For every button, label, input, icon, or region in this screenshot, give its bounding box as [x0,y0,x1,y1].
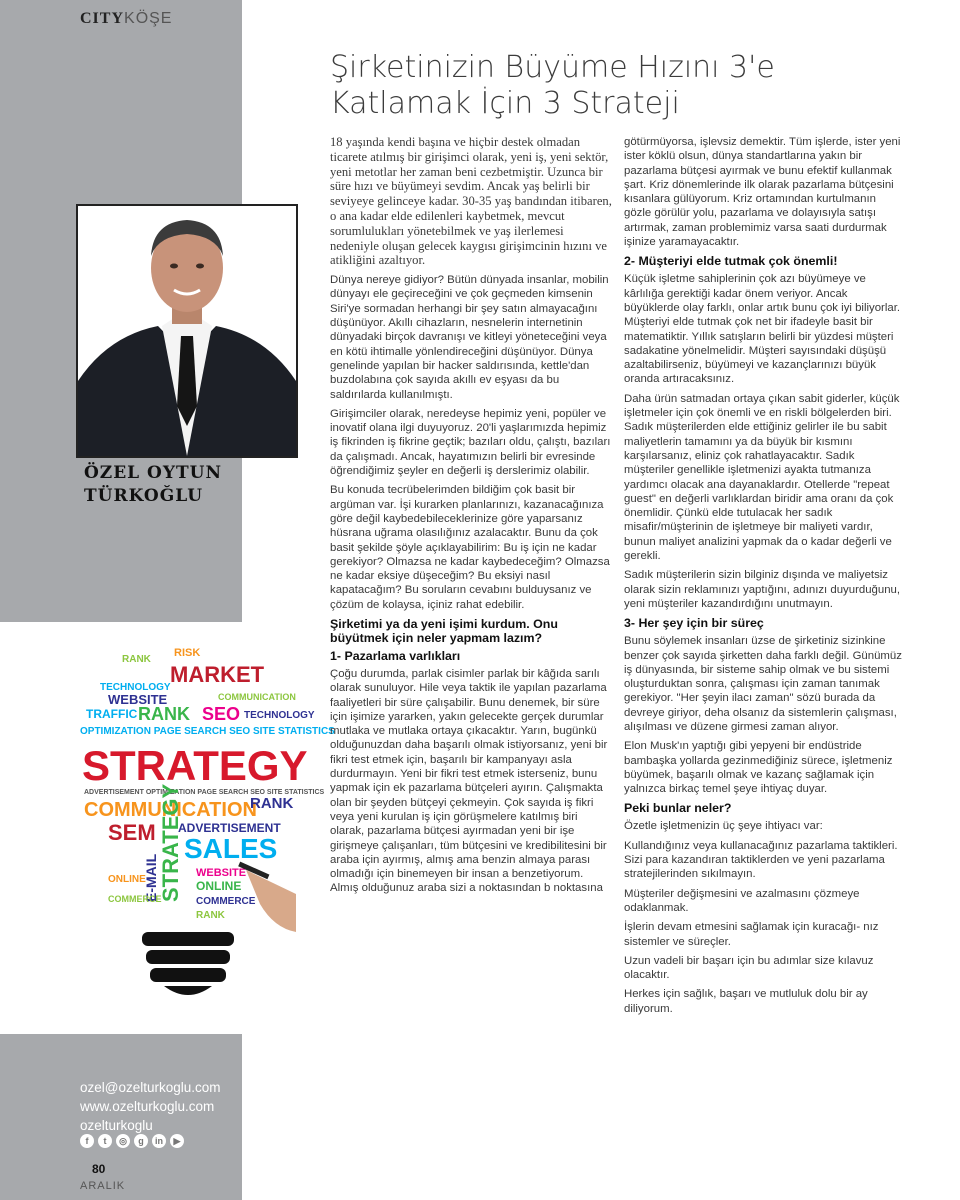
svg-text:E-MAIL: E-MAIL [143,853,159,902]
article-paragraph: Küçük işletme sahiplerinin çok azı büyümeye ve kârlılığa gerektiği kadar önem veriyor. Ancak büyüklerde olay farklı, onlar artık bunu çok iyi biliyorlar. Müşteriyi elde tutmak çok net bir ifadeyle basit bir matematiktir. Yıllık satışların belirli bir yüzdesi müşteri sadakatine yönelmelidir. Müşteri sayısındaki düşüşü azaltabilirseniz, büyümeyi ve kazançlarınızı büyük oranda artıracaksınız. [624,273,901,386]
sem-word: SEM [108,820,156,845]
article-paragraph: götürmüyorsa, işlevsiz demektir. Tüm işlerde, ister yeni ister köklü olsun, dünya standartlarına yakın bir pazarlama bütçesi ayırmak ve bunu efektif kullanmak şart. Kriz dönemlerinde ilk olarak pazarlama bütçesini kısanlara gülüyorum. Kriz ortamından kurtulmanın gözle görülür yolu, pazarlama ve dolayısıyla satışı artırmak, zaman problemimiz varsa saati durdurmak işinize yaramayacaktır. [624,136,901,249]
author-name [84,462,222,508]
article-paragraph: Özetle işletmenizin üç şeye ihtiyacı var: [624,820,823,833]
sales-word: SALES [184,833,278,864]
article-column-1 [330,135,612,901]
article-title [330,50,890,122]
twitter-icon[interactable]: t [98,1134,112,1148]
social-handle: ozelturkoglu [80,1118,153,1133]
linkedin-icon[interactable]: in [152,1134,166,1148]
rank-word-1: RANK [138,704,190,724]
article-paragraph: Dünya nereye gidiyor? Bütün dünyada insanlar, mobilin dünyayı ele geçireceğini ve çok geçmeden kimsenin Siri'ye sormadan herhangi bir şey satın almayacağını düşünüyor. Akıllı cihazların, nesnelerin internetinin dünyadaki birçok davranışı ve kitleyi yöneteceğini veya en kötü ihtimalle yönlendireceğini düşünüyor. Dünya genelinde yapılan bir hacker saldırısında, kettle'dan buzdolabına çok sayıda akıllı ev eşyası da bu saldırılarda kullanılmıştı. [330,274,609,401]
author-name-line2: TÜRKOĞLU [84,486,204,506]
social-icons [80,1134,184,1148]
website-link[interactable]: www.ozelturkoglu.com [80,1099,215,1114]
website-word: WEBSITE [108,692,168,707]
market-word: MARKET [170,662,265,687]
advertisement-word: ADVERTISEMENT [178,821,281,835]
svg-text:WEBSITE: WEBSITE [196,867,247,879]
svg-text:RANK: RANK [196,910,225,921]
article-intro: 18 yaşında kendi başına ve hiçbir destek olmadan ticarete atılmış bir girişimci olarak, yeni iş, yeni sektör, yeni metotlar her zaman beni cezbetmiştir. Uzunca bir süre hızı ve büyümeyi sevdim. Ancak yaş belirli bir seviyeye gelinceye kadar. 30-35 yaş bandından itibaren, o ana kadar elde edilenleri kaybetmek, mevcut sorumlulukları yönetebilmek ve yaş ilerlemesi nedeniyle oluşan gelecek kaygısı girişimcinin hızını ve atikliğini azaltıyor. [330,135,612,268]
article-paragraph: Bu konuda tecrübelerimden bildiğim çok basit bir argüman var. İşi kurarken planlarınızı, kazanacağınıza göre değil kaybedebileceklerinize göre yaparsanız hüsrana uğrama olasılığınız azalacaktır. Bunu da çok basit şekilde şöyle açıklayabilirim: Bu iş için ne kadar gerekiyor? Olmazsa ne kadar kaybedeceğim? Olmazsa ne kadar eksiye düşeceğim? Bu eksiyi nasıl kapatacağım? Bu soruların cevabını bulduysanız ve çözüm de kolaysa, içiniz rahat edebilir. [330,484,610,611]
article-paragraph: Elon Musk'ın yaptığı gibi yepyeni bir endüstride bambaşka yollarda gezinmediğiniz sürece, işletmeniz büyümek, başarılı olmak ve kazanç sağlamak için yalnızca birkaç temel şeye ihtiyaç duyar. [624,740,893,796]
svg-text:RANK: RANK [122,654,151,665]
section-heading-2: 2- Müşteriyi elde tutmak çok önemli! [624,254,838,269]
article-paragraph: Sadık müşterilerin sizin bilginiz dışında ve maliyetsiz olarak sizin reklamınızı yaptığını, adınızı duyurduğunu, yeni müşteriler kazandırdığını unutmayın. [624,569,901,610]
article-paragraph: Uzun vadeli bir başarı için bu adımlar size kılavuz olacaktır. [624,954,874,982]
section-heading-4: Peki bunlar neler? [624,801,732,816]
question-heading: Şirketimi ya da yeni işimi kurdum. Onu büyütmek için neler yapmam lazım? [330,617,558,645]
svg-text:ADVERTISEMENT OPTIMIZATION PAG: ADVERTISEMENT OPTIMIZATION PAGE SEARCH SEO SITE STATISTICS [84,789,325,796]
article-paragraph: Girişimciler olarak, neredeyse hepimiz yeni, popüler ve inovatif olana ilgi duyuyoruz. 20'li yaşlarımızda hepimiz iş fikrinden iş fikrine geçtik; bazıları oldu, çalıştı, bazıları da çalışmadı. Ancak, hayatımızın belirli bir evresinde öğrendiğimiz şeyler en değerli iş derslerimiz olabilir. [330,407,611,478]
svg-text:RISK: RISK [174,647,201,659]
page-number: 80 [92,1162,106,1176]
svg-text:RANK: RANK [250,795,294,812]
article-paragraph: Müşteriler değişmesini ve azalmasını çözmeye odaklanmak. [624,887,860,914]
google-plus-icon[interactable]: g [134,1134,148,1148]
article-paragraph: Çoğu durumda, parlak cisimler parlak bir kâğıda sarılı olarak sunuluyor. Hile veya taktik ile yapılan pazarlama faaliyetleri bir süre çalışabilir. Bunu denemek, bir süre için işimize yararken, yakın gelecekte gerçek durumlar mutlaka ve mutlaka ortaya çıkacaktır. Yarın, bugünkü olduğunuzdan daha başarılı olmak istiyorsanız, yeni bir fikri test etmek için, başarılı bir kampanyayı asla durdurmayın. Yeni bir fikri test etmek isterseniz, bunu yapmak için ek pazarlama bütçeleri ayırın. Çalışmakta olan bir şeyden bütçeyi çekmeyin. Çok sayıda iş fikri veya yeni kurulan iş için görüşmelere katılmış biri olarak, pazarlama bütçesi ayırmadan yeni bir işe girişmeye çalışanları, tüm bütçesini ve kredibilitesini bir araba için ayırmış, almış ama benzin almaya parası olmadığı için binemeyen bir insan a benzetiyorum. Almış olduğunuz araba sizi a noktasından b noktasına [330,668,608,895]
email-link[interactable]: ozel@ozelturkoglu.com [80,1080,221,1095]
svg-text:ONLINE: ONLINE [196,879,242,893]
communication-word: COMMUNICATION [84,799,257,821]
article-column-2 [624,135,906,1021]
seo-word: SEO [202,704,241,724]
article-paragraph: İşlerin devam etmesini sağlamak için kuracağı- nız sistemler ve süreçler. [624,921,879,948]
article-title-line2: Katlamak İçin 3 Strateji [330,86,680,121]
svg-text:TECHNOLOGY: TECHNOLOGY [244,710,315,721]
strategy-word: STRATEGY [82,742,308,789]
contact-info [80,1078,221,1135]
author-portrait [76,204,298,458]
svg-text:COMMERCE: COMMERCE [108,894,162,904]
article-paragraph: Daha ürün satmadan ortaya çıkan sabit giderler, küçük işletmeler için çok önemli ve en riskli bölgelerden biri. Sadık müşterilerden elde ettiğiniz gelirler ile bu sabit maliyetlerin tamamını ya da büyük bir kısmını karşılarsanız, eliniz çok rahatlayacaktır. Sadık müşteriler genellikle işletmenizi ayakta tutmanıza yardımcı olacak ana dayanaklardır. Otellerde "repeat guest" en değerli varlıklardan biridir ama oranı da çok önemlidir. Çünkü elde tutulacak her sadık misafir/müşterinin de işletmeye bir maliyeti vardır, bunun maliyet analizini yapmak da o kadar değerli ve gerekli. [624,392,900,563]
section-heading-3: 3- Her şey için bir süreç [624,616,764,631]
svg-text:TRAFFIC: TRAFFIC [86,707,138,721]
svg-text:ONLINE: ONLINE [108,874,146,885]
article-title-line1: Şirketinizin Büyüme Hızını 3'e [330,50,775,85]
facebook-icon[interactable]: f [80,1134,94,1148]
section-heading-1: 1- Pazarlama varlıkları [330,649,461,663]
svg-text:TECHNOLOGY: TECHNOLOGY [100,682,171,693]
instagram-icon[interactable]: ◎ [116,1134,130,1148]
issue-month: ARALIK [80,1180,126,1192]
section-name: KÖŞE [124,10,173,27]
svg-text:COMMUNICATION: COMMUNICATION [218,692,296,702]
strategy-lightbulb-image [78,632,335,1018]
svg-text:COMMERCE: COMMERCE [196,896,256,907]
youtube-icon[interactable]: ▶ [170,1134,184,1148]
svg-text:STRATEGY: STRATEGY [158,783,183,902]
article-paragraph: Bunu söylemek insanları üzse de şirketiniz sizinkine benzer çok sayıda şirketten daha farklı değil. Günümüz iş dünyasında, bir sisteme sahip olmak ve bu sistemi oluşturduktan sonra, çalışması için zaman tanımak gerekiyor. "Her şeyin ilacı zaman" sözü burada da devreye giriyor, deha olsanız da sistemlerin çalışması, alışılması ve düzene girmesi zaman alıyor. [624,635,902,733]
section-brand: CITY [80,10,125,27]
author-name-line1: ÖZEL OYTUN [84,463,223,483]
section-tag [80,10,172,28]
article-paragraph: Herkes için sağlık, başarı ve mutluluk dolu bir ay diliyorum. [624,988,868,1015]
optimization-words: OPTIMIZATION PAGE SEARCH SEO SITE STATISTICS [80,726,335,737]
article-paragraph: Kullandığınız veya kullanacağınız pazarlama taktikleri. Sizi para kazandıran taktiklerden ve yeni pazarlama stratejilerinden sıkılmayın. [624,839,898,881]
